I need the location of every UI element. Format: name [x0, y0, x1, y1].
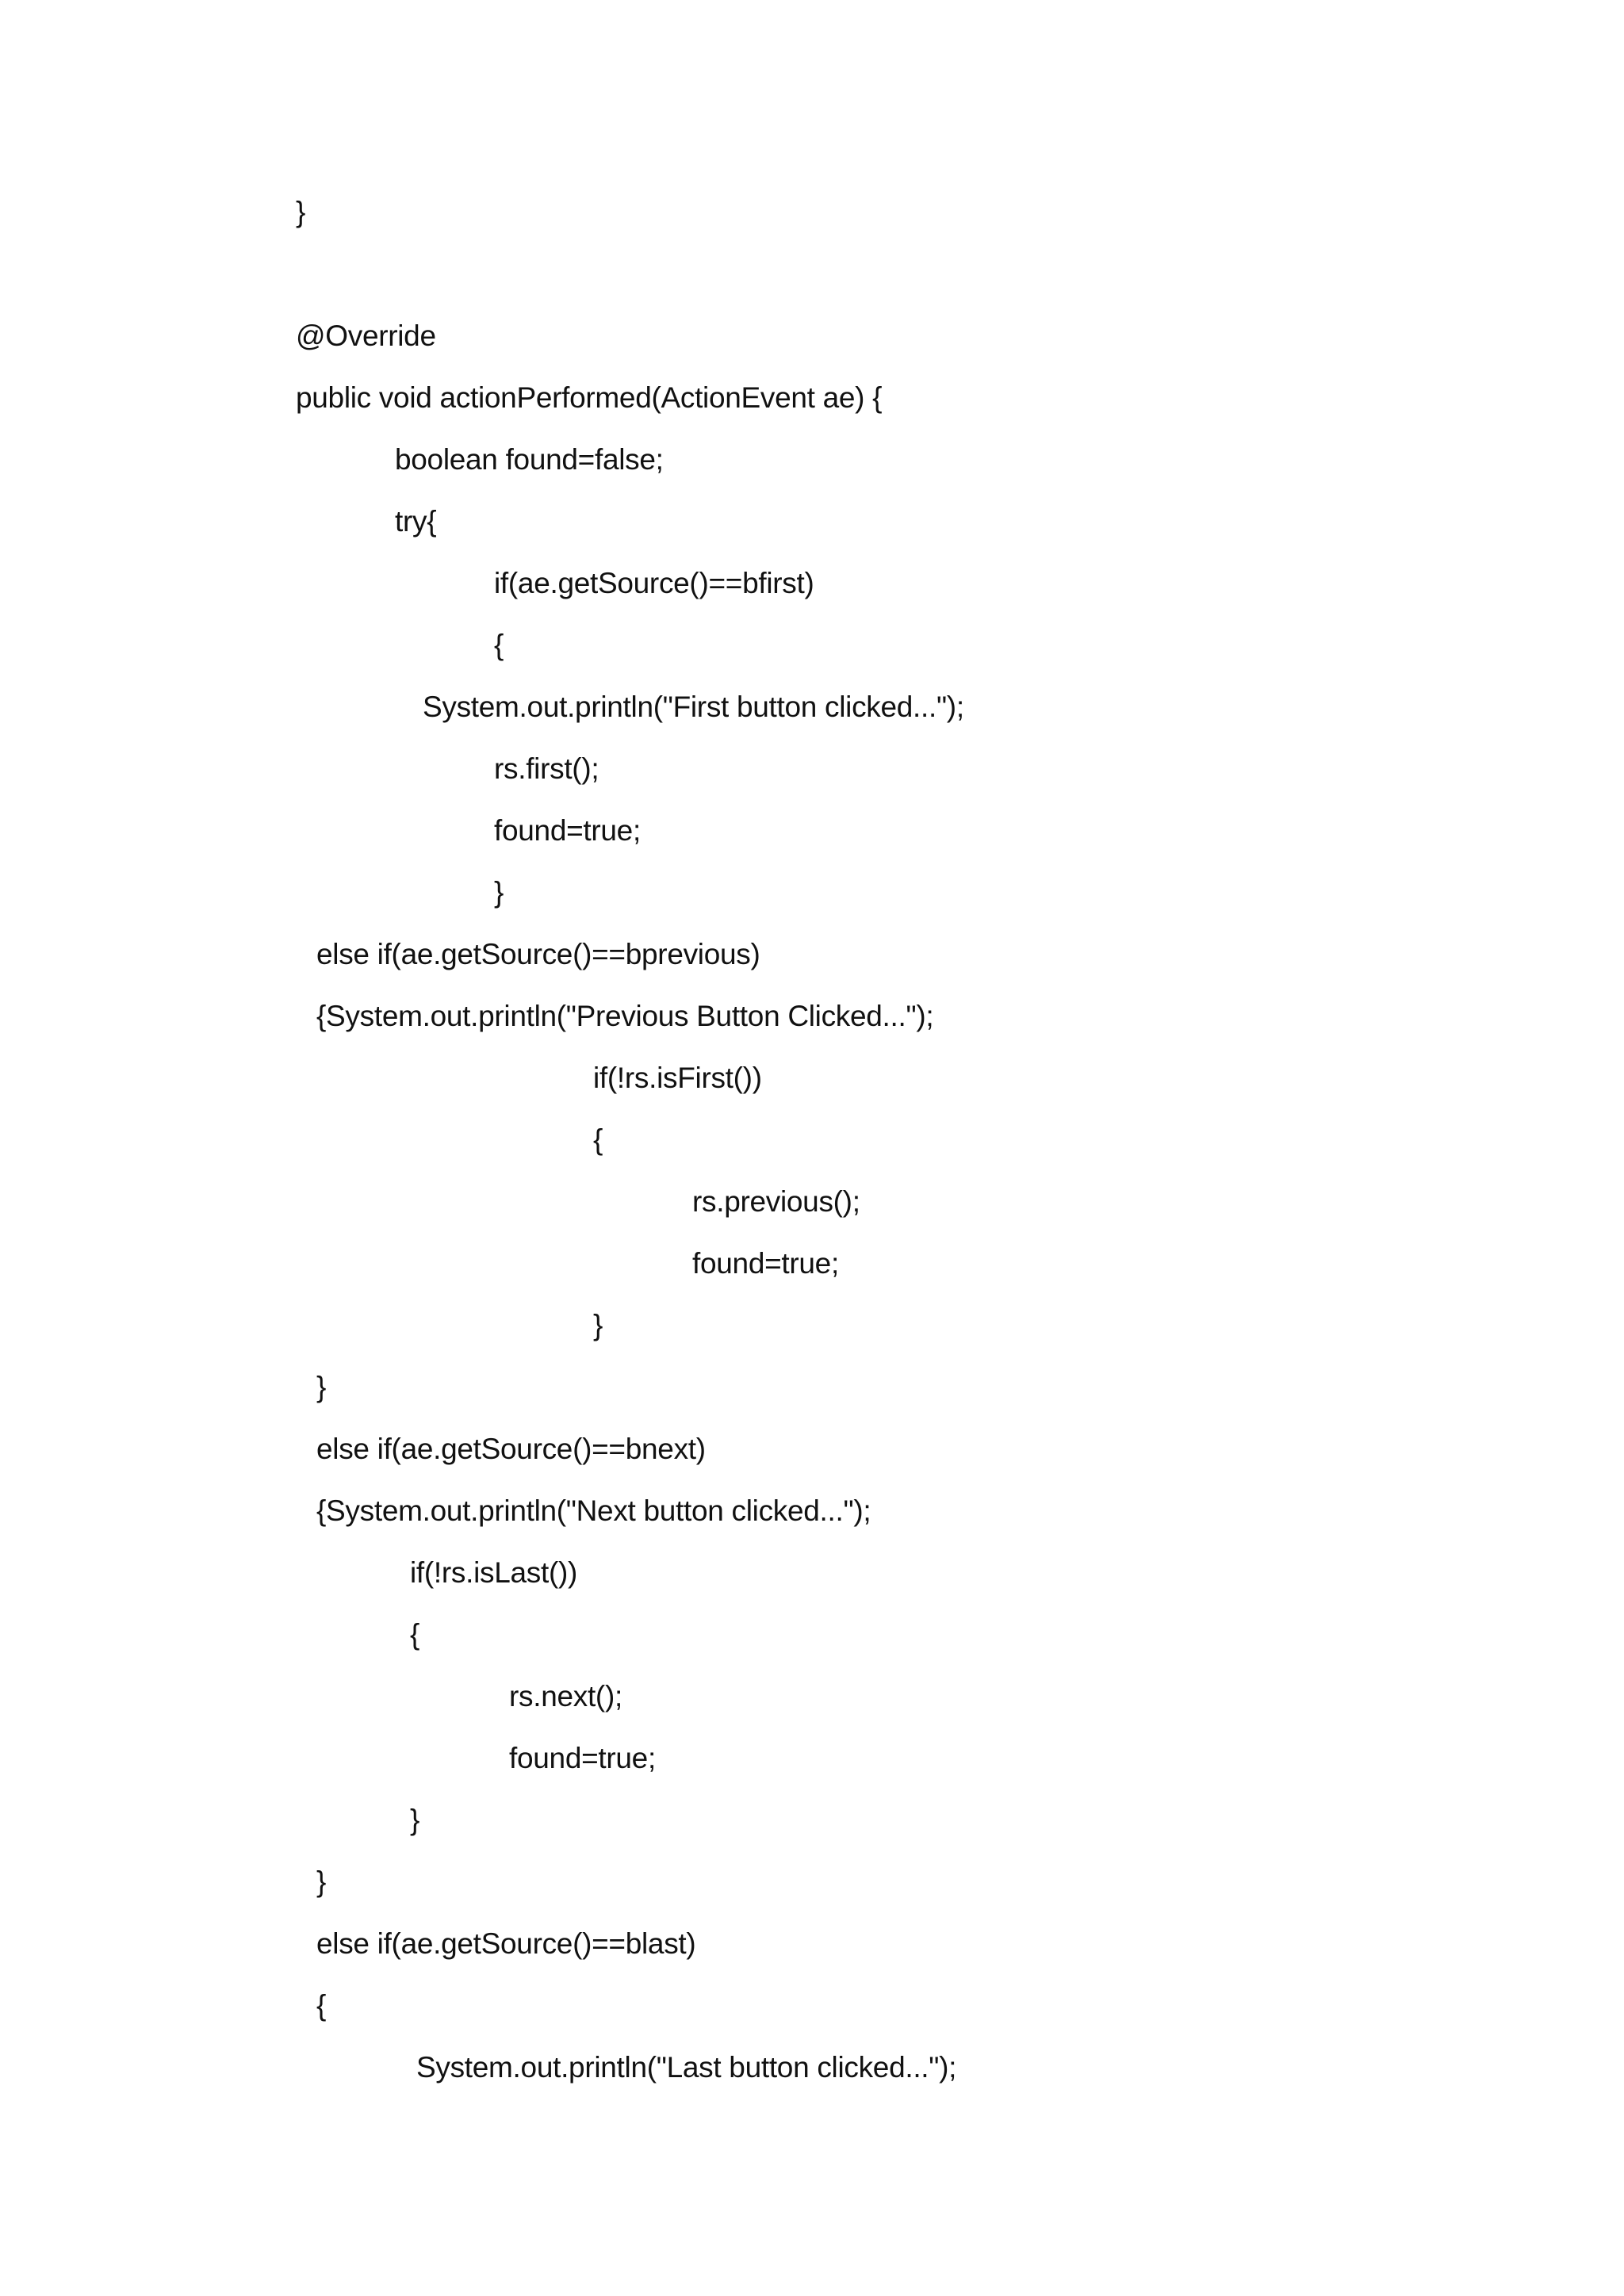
code-line-closing-brace: } [296, 196, 306, 228]
code-line-else-if-bnext: else if(ae.getSource()==bnext) [316, 1433, 706, 1465]
code-line-rs-next: rs.next(); [509, 1680, 622, 1712]
code-line-found-declaration: boolean found=false; [395, 443, 664, 476]
code-line-print-last: System.out.println("Last button clicked..."); [416, 2051, 957, 2084]
code-line-if-not-last: if(!rs.isLast()) [410, 1556, 578, 1589]
code-line-method-signature: public void actionPerformed(ActionEvent ae) { [296, 381, 883, 414]
code-line-print-first: System.out.println("First button clicked..."); [423, 691, 964, 723]
code-line-found-true: found=true; [494, 814, 641, 847]
code-line-if-not-first: if(!rs.isFirst()) [593, 1062, 762, 1094]
code-line-print-next: {System.out.println("Next button clicked..."); [316, 1494, 871, 1527]
code-line-if-bfirst: if(ae.getSource()==bfirst) [494, 567, 814, 599]
code-line-close-brace: } [316, 1371, 327, 1403]
code-line-open-brace: { [410, 1618, 420, 1651]
code-line-else-if-blast: else if(ae.getSource()==blast) [316, 1927, 696, 1960]
code-line-open-brace: { [494, 629, 504, 661]
code-line-close-brace: } [410, 1804, 420, 1836]
code-line-else-if-bprevious: else if(ae.getSource()==bprevious) [316, 938, 760, 970]
code-line-rs-first: rs.first(); [494, 752, 599, 785]
code-line-close-brace: } [316, 1866, 327, 1898]
code-line-override-annotation: @Override [296, 320, 436, 352]
code-line-close-brace: } [494, 876, 504, 909]
code-line-found-true: found=true; [692, 1247, 839, 1280]
code-line-open-brace: { [316, 1989, 327, 2022]
code-line-try: try{ [395, 505, 437, 538]
code-line-close-brace: } [593, 1309, 603, 1341]
code-line-open-brace: { [593, 1123, 603, 1156]
code-line-rs-previous: rs.previous(); [692, 1185, 860, 1218]
code-line-print-previous: {System.out.println("Previous Button Clicked..."); [316, 1000, 934, 1032]
code-line-found-true: found=true; [509, 1742, 656, 1774]
